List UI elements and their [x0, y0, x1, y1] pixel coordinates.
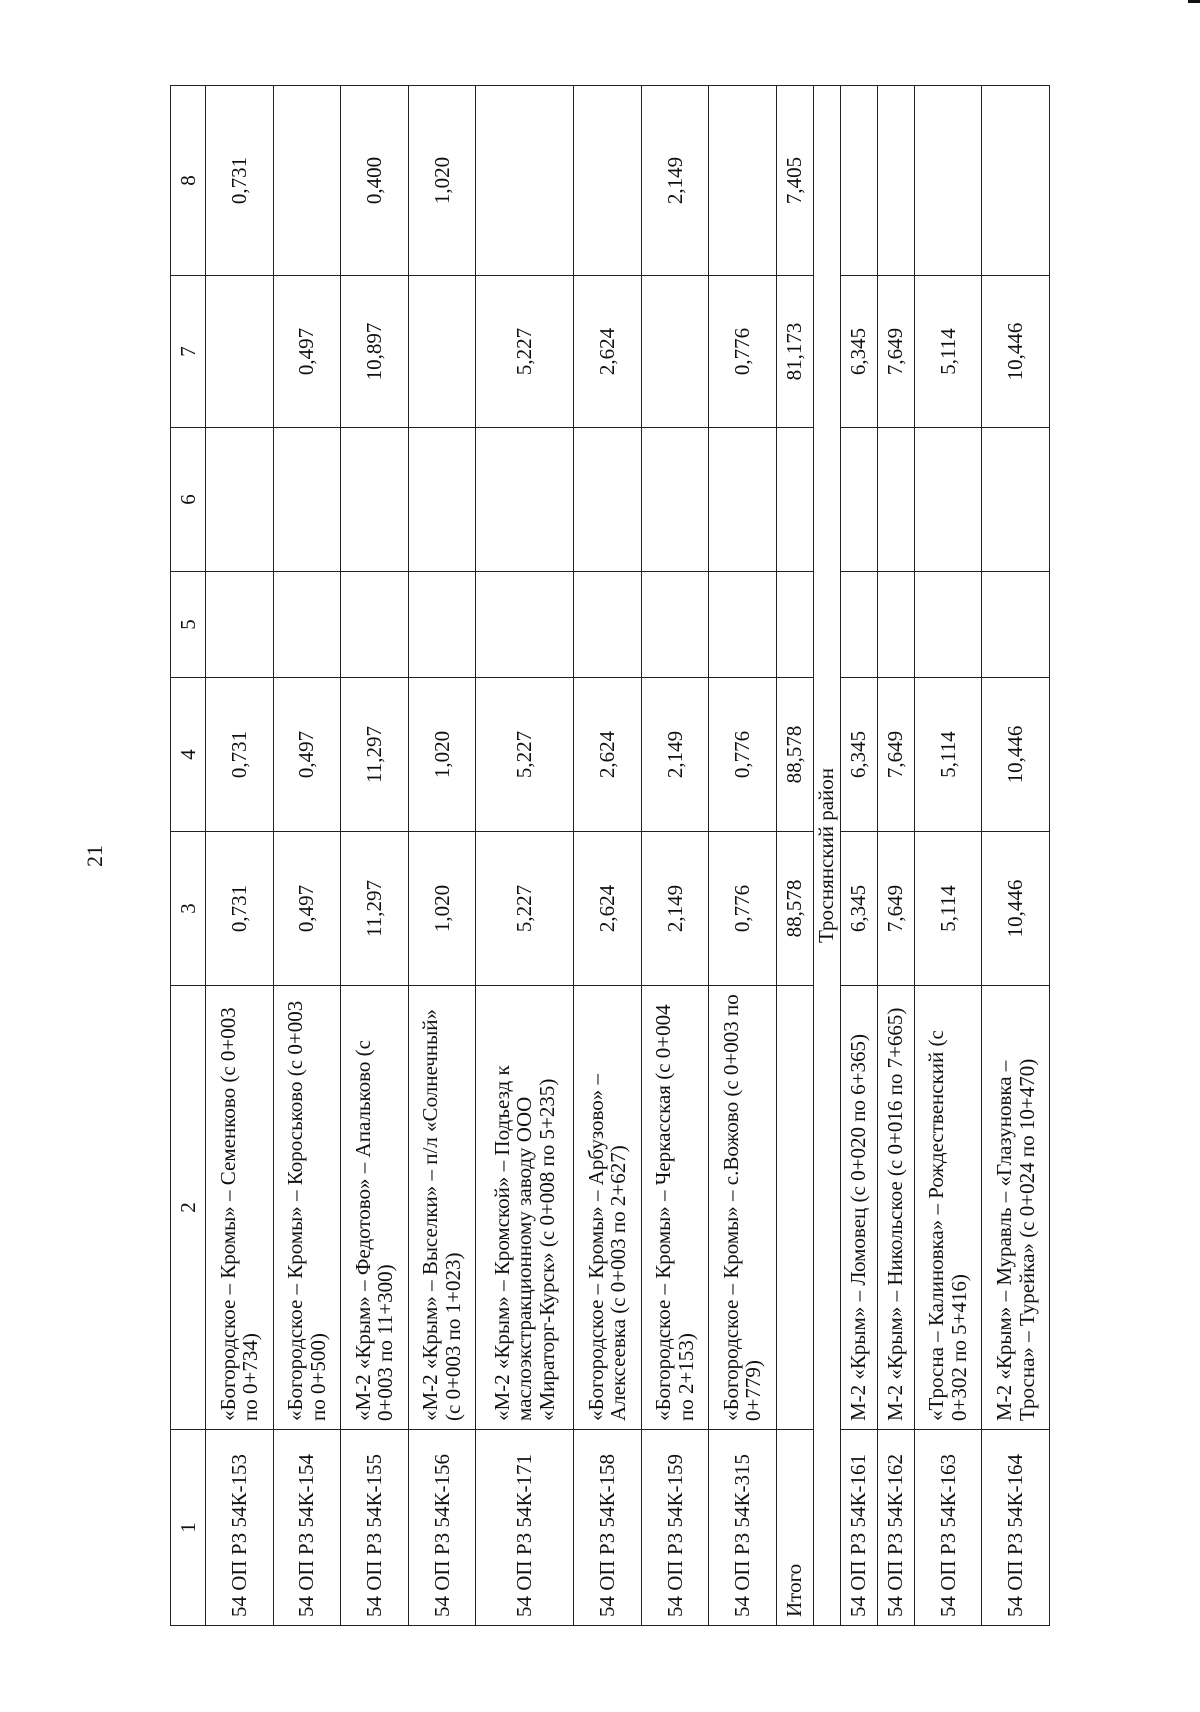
value-col3: 6,345	[840, 832, 877, 986]
value-col5	[982, 572, 1050, 678]
value-col8	[840, 86, 877, 276]
road-name: «Богородское – Кромы» – Короськово (с 0+003 по 0+500)	[273, 986, 341, 1430]
value-col3: 5,114	[914, 832, 982, 986]
table-row	[982, 86, 1050, 1626]
value-col8	[273, 86, 341, 276]
value-col3: 7,649	[877, 832, 914, 986]
value-col4: 0,731	[206, 678, 274, 832]
table-row	[641, 86, 709, 1626]
value-col5	[840, 572, 877, 678]
table-row	[476, 86, 574, 1626]
header-cell: 4	[171, 678, 206, 832]
value-col6	[982, 428, 1050, 572]
value-col6	[914, 428, 982, 572]
section-row	[813, 86, 840, 1626]
road-table	[170, 85, 1050, 1626]
table-body	[206, 86, 1050, 1626]
road-name: «М-2 «Крым» – Выселки» – п/л «Солнечный» (с 0+003 по 1+023)	[408, 986, 476, 1430]
value-col3: 2,149	[641, 832, 709, 986]
road-name: «Богородское – Кромы» – Арбузово» – Алексеевка (с 0+003 по 2+627)	[574, 986, 642, 1430]
value-col8	[476, 86, 574, 276]
value-col3: 2,624	[574, 832, 642, 986]
value-col7: 0,497	[273, 276, 341, 428]
value-col7: 0,776	[709, 276, 777, 428]
road-table-frame	[170, 86, 1050, 1626]
total-col8: 7,405	[776, 86, 813, 276]
value-col8	[914, 86, 982, 276]
header-cell: 1	[171, 1430, 206, 1626]
value-col4: 1,020	[408, 678, 476, 832]
road-code: 54 ОП РЗ 54К-162	[877, 1430, 914, 1626]
value-col8: 1,020	[408, 86, 476, 276]
table-row	[574, 86, 642, 1626]
header-cell: 6	[171, 428, 206, 572]
value-col6	[341, 428, 409, 572]
value-col5	[877, 572, 914, 678]
value-col8	[877, 86, 914, 276]
value-col4: 0,776	[709, 678, 777, 832]
road-code: 54 ОП РЗ 54К-163	[914, 1430, 982, 1626]
table-row	[206, 86, 274, 1626]
total-col3: 88,578	[776, 832, 813, 986]
value-col6	[709, 428, 777, 572]
value-col4: 5,114	[914, 678, 982, 832]
value-col4: 2,149	[641, 678, 709, 832]
table-row	[273, 86, 341, 1626]
total-col4: 88,578	[776, 678, 813, 832]
road-name: М-2 «Крым» – Ломовец (с 0+020 по 6+365)	[840, 986, 877, 1430]
total-label: Итого	[776, 1430, 813, 1626]
value-col6	[574, 428, 642, 572]
value-col7: 10,446	[982, 276, 1050, 428]
road-code: 54 ОП РЗ 54К-154	[273, 1430, 341, 1626]
value-col5	[914, 572, 982, 678]
total-col5	[776, 572, 813, 678]
header-cell: 2	[171, 986, 206, 1430]
value-col6	[476, 428, 574, 572]
road-code: 54 ОП РЗ 54К-153	[206, 1430, 274, 1626]
road-table-rotated	[170, 86, 1050, 1626]
road-code: 54 ОП РЗ 54К-156	[408, 1430, 476, 1626]
road-name: М-2 «Крым» – Никольское (с 0+016 по 7+665)	[877, 986, 914, 1430]
value-col3: 0,497	[273, 832, 341, 986]
value-col5	[273, 572, 341, 678]
total-row	[776, 86, 813, 1626]
value-col7: 6,345	[840, 276, 877, 428]
value-col7: 5,227	[476, 276, 574, 428]
road-name: «Богородское – Кромы» – Черкасская (с 0+004 по 2+153)	[641, 986, 709, 1430]
value-col7: 2,624	[574, 276, 642, 428]
table-row	[709, 86, 777, 1626]
table-row	[408, 86, 476, 1626]
table-row	[341, 86, 409, 1626]
header-cell: 5	[171, 572, 206, 678]
value-col5	[709, 572, 777, 678]
road-name: «М-2 «Крым» – Федотово» – Апальково (с 0+003 по 11+300)	[341, 986, 409, 1430]
value-col8: 0,731	[206, 86, 274, 276]
value-col6	[273, 428, 341, 572]
value-col5	[341, 572, 409, 678]
value-col4: 0,497	[273, 678, 341, 832]
road-name: «Богородское – Кромы» – с.Вожово (с 0+003 по 0+779)	[709, 986, 777, 1430]
value-col8	[574, 86, 642, 276]
table-row	[877, 86, 914, 1626]
value-col6	[641, 428, 709, 572]
value-col7	[408, 276, 476, 428]
value-col3: 5,227	[476, 832, 574, 986]
value-col8: 0,400	[341, 86, 409, 276]
value-col8	[709, 86, 777, 276]
value-col8: 2,149	[641, 86, 709, 276]
value-col3: 1,020	[408, 832, 476, 986]
value-col7: 7,649	[877, 276, 914, 428]
value-col6	[408, 428, 476, 572]
value-col3: 11,297	[341, 832, 409, 986]
page-number: 21	[82, 845, 107, 867]
total-col7: 81,173	[776, 276, 813, 428]
value-col5	[574, 572, 642, 678]
header-row	[171, 86, 206, 1626]
header-cell: 8	[171, 86, 206, 276]
value-col4: 11,297	[341, 678, 409, 832]
value-col7: 10,897	[341, 276, 409, 428]
value-col7	[641, 276, 709, 428]
value-col4: 6,345	[840, 678, 877, 832]
value-col5	[476, 572, 574, 678]
total-col6	[776, 428, 813, 572]
table-row	[840, 86, 877, 1626]
value-col4: 7,649	[877, 678, 914, 832]
road-code: 54 ОП РЗ 54К-155	[341, 1430, 409, 1626]
section-title: Троснянский район	[813, 86, 840, 1626]
road-name: «Богородское – Кромы» – Семенково (с 0+003 по 0+734)	[206, 986, 274, 1430]
road-name: «М-2 «Крым» – Кромской» – Подъезд к маслоэкстракционному заводу ООО «Мираторг-Курск» (с 0+008 по 5+235)	[476, 986, 574, 1430]
road-code: 54 ОП РЗ 54К-171	[476, 1430, 574, 1626]
road-code: 54 ОП РЗ 54К-158	[574, 1430, 642, 1626]
value-col6	[206, 428, 274, 572]
road-code: 54 ОП РЗ 54К-164	[982, 1430, 1050, 1626]
value-col7	[206, 276, 274, 428]
value-col3: 0,731	[206, 832, 274, 986]
road-name: М-2 «Крым» – Муравль – «Глазуновка – Тросна» – Турейка» (с 0+024 по 10+470)	[982, 986, 1050, 1430]
value-col4: 5,227	[476, 678, 574, 832]
header-cell: 3	[171, 832, 206, 986]
road-name: «Тросна – Калиновка» – Рождественский (с 0+302 по 5+416)	[914, 986, 982, 1430]
value-col5	[408, 572, 476, 678]
value-col6	[840, 428, 877, 572]
value-col6	[877, 428, 914, 572]
header-cell: 7	[171, 276, 206, 428]
value-col4: 10,446	[982, 678, 1050, 832]
total-name-empty	[776, 986, 813, 1430]
road-code: 54 ОП РЗ 54К-161	[840, 1430, 877, 1626]
value-col3: 10,446	[982, 832, 1050, 986]
road-code: 54 ОП РЗ 54К-159	[641, 1430, 709, 1626]
edge-mark	[1188, 0, 1200, 3]
value-col4: 2,624	[574, 678, 642, 832]
value-col5	[206, 572, 274, 678]
value-col3: 0,776	[709, 832, 777, 986]
value-col8	[982, 86, 1050, 276]
road-code: 54 ОП РЗ 54К-315	[709, 1430, 777, 1626]
value-col7: 5,114	[914, 276, 982, 428]
table-row	[914, 86, 982, 1626]
value-col5	[641, 572, 709, 678]
